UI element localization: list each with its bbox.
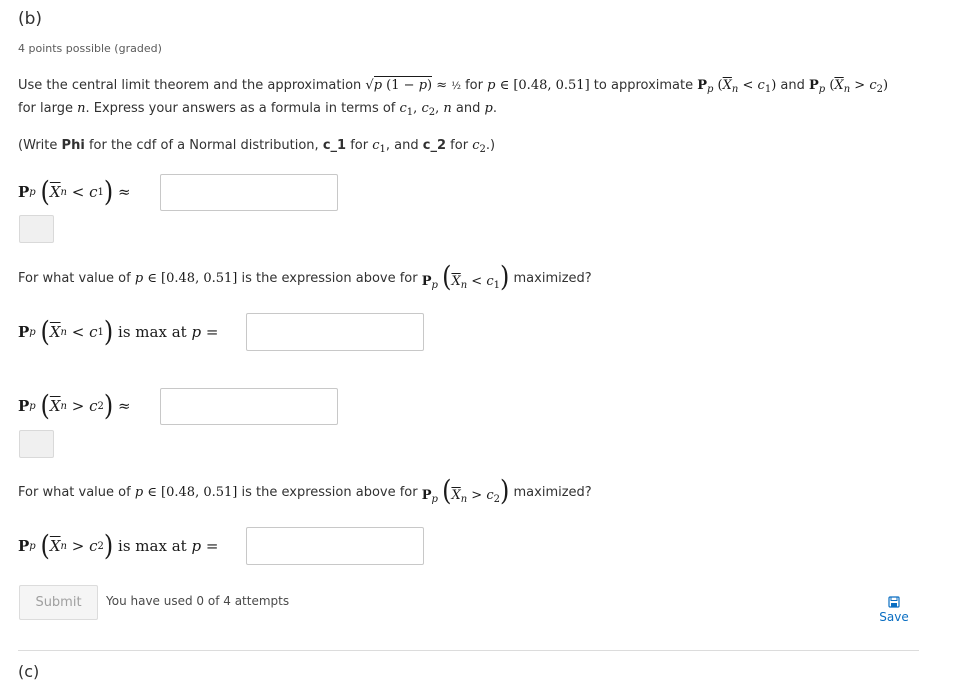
answer2-input[interactable] (246, 313, 424, 351)
answer1-label: P p ( $\overline{X}$ n < c 1 ) ≈ (18, 175, 131, 209)
answer3-preview (19, 430, 54, 458)
answer1-input[interactable] (160, 174, 338, 211)
submit-button[interactable]: Submit (19, 585, 98, 620)
attempts-text: You have used 0 of 4 attempts (106, 594, 290, 608)
answer3-label: P p ( $\overline{X}$ n > c 2 ) ≈ (18, 389, 131, 423)
intro-line-1: Use the central limit theorem and the approximation √p (1 − p) ≈ ½ for p ∈ [0.48, 0.51] to approximate $P_p$ $(\overline{X}_n < c_1)$ and $P_p$ $(\overline{X}_n > c_2)$ (18, 78, 889, 95)
next-part-label: (c) (18, 662, 40, 681)
question4-text: For what value of p ∈ [0.48, 0.51] is the expression above for $P_p$ $(\overline{X}_n > c_2)$ maximized? (18, 474, 592, 508)
answer1-preview (19, 215, 54, 243)
answer4-input[interactable] (246, 527, 424, 565)
save-button[interactable] (878, 596, 910, 624)
sqrt-expression: √p (1 − p) ≈ ½ (365, 78, 461, 93)
answer2-label: P p ( $\overline{X}$ n < c 1 ) is max at p = (18, 315, 219, 349)
save-icon (888, 596, 900, 608)
section-divider (18, 650, 919, 651)
question2-text: For what value of p ∈ [0.48, 0.51] is the expression above for $P_p$ $(\overline{X}_n < c_1)$ maximized? (18, 260, 592, 294)
answer4-label: P p ( $\overline{X}$ n > c 2 ) is max at p = (18, 529, 219, 563)
instructions: (Write Phi for the cdf of a Normal distribution, c_1 for $c_1$, and c_2 for $c_2$.) (18, 138, 496, 155)
points-info: 4 points possible (graded) (18, 42, 162, 55)
part-label: (b) (18, 9, 43, 29)
intro-line-2: for large n. Express your answers as a formula in terms of $c_1$, $c_2$, n and p. (18, 101, 497, 118)
save-label: Save (879, 610, 909, 624)
answer3-input[interactable] (160, 388, 338, 425)
